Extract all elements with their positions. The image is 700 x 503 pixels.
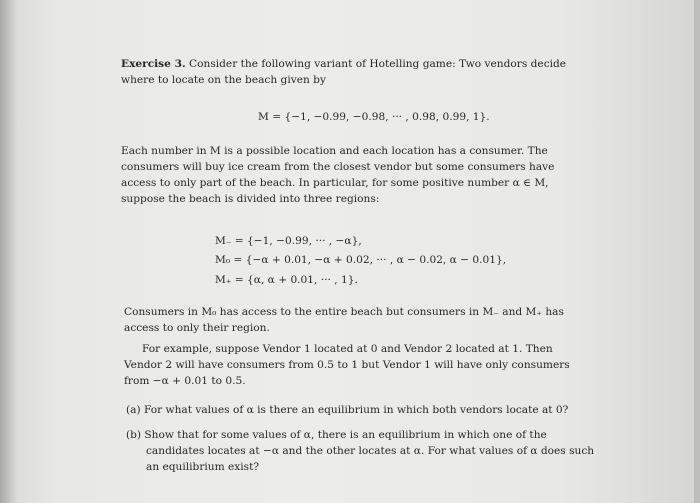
exercise-label: Exercise 3. xyxy=(121,58,186,70)
exercise-intro xyxy=(121,56,591,88)
region-M-plus: M₊ = {α, α + 0.01, ··· , 1}. xyxy=(215,274,358,286)
paragraph-1: Each number in M is a possible location and each location has a consumer. The consumers will buy ice cream from the closest vendor but some consumers have access to only part of the beach. In particular, for some positive number α ∈ M, suppose the beach is divided into three regions: xyxy=(121,145,555,205)
part-a: (a) For what values of α is there an equilibrium in which both vendors locate at 0? xyxy=(126,404,569,416)
intro-text: Consider the following variant of Hotelling game: Two vendors decide where to locate on the beach given by xyxy=(121,58,567,86)
region-M-minus: M₋ = {−1, −0.99, ··· , −α}, xyxy=(215,235,362,247)
set-M-equation: M = {−1, −0.99, −0.98, ··· , 0.98, 0.99, 1}. xyxy=(258,111,490,123)
region-M-zero: M₀ = {−α + 0.01, −α + 0.02, ··· , α − 0.02, α − 0.01}, xyxy=(215,254,507,266)
paragraph-2: Consumers in M₀ has access to the entire beach but consumers in M₋ and M₊ has access to only their region. xyxy=(124,306,564,334)
paragraph-3: For example, suppose Vendor 1 located at 0 and Vendor 2 located at 1. Then Vendor 2 will have consumers from 0.5 to 1 but Vendor 1 will have only consumers from −α + 0.01 to 0.5. xyxy=(124,343,570,387)
part-b: (b) Show that for some values of α, there is an equilibrium in which one of the candidates locates at −α and the other locates at α. For what values of α does such an equilibrium exist? xyxy=(126,429,595,473)
